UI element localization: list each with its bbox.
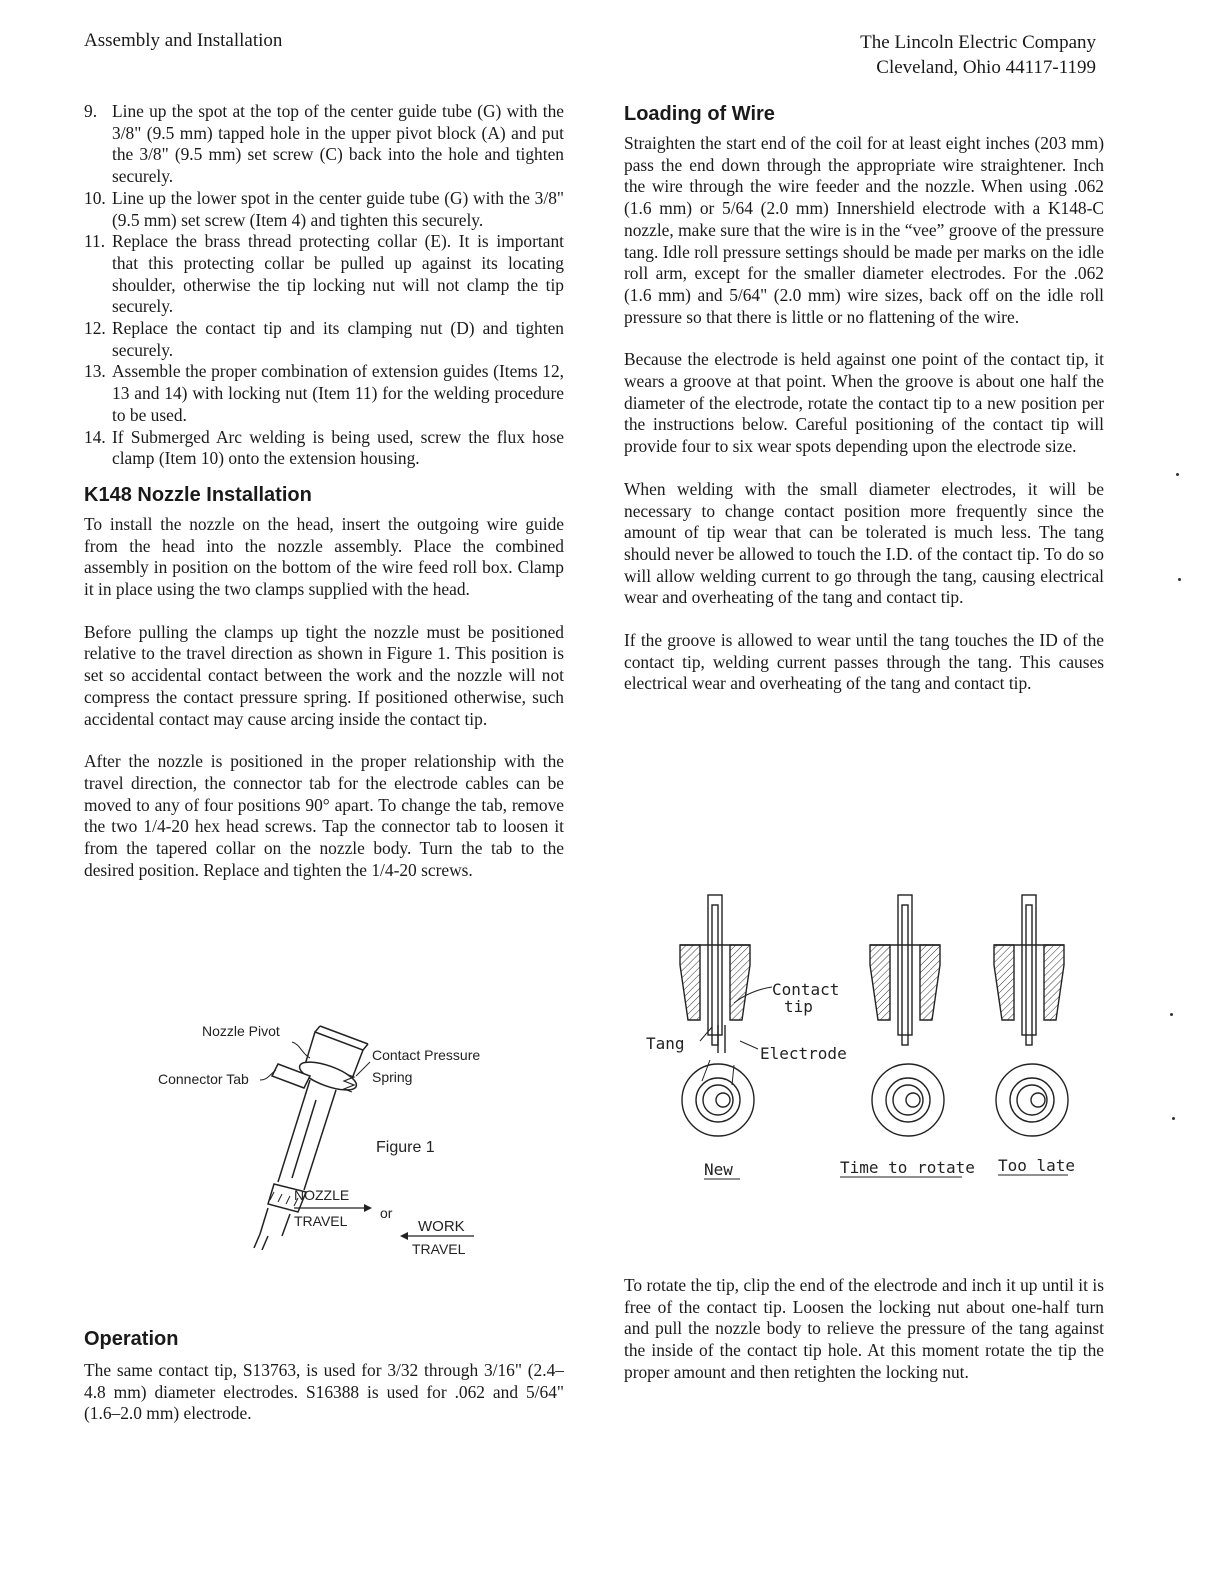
- scan-speck: [1178, 578, 1181, 581]
- step-item: [84, 318, 564, 361]
- or-label: or: [380, 1205, 393, 1221]
- step-item: [84, 188, 564, 231]
- step-number: 10.: [84, 187, 106, 208]
- step-item: [84, 231, 564, 318]
- step-text: Replace the brass thread protecting collar (E). It is important that this protecting collar be pulled up against its locating shoulder, otherwise the tip locking nut will not clamp the tip securely.: [112, 231, 564, 317]
- work-travel-label: TRAVEL: [412, 1241, 466, 1257]
- figure-1-caption: Figure 1: [376, 1139, 435, 1156]
- scan-speck: [1170, 1013, 1173, 1016]
- right-column: [624, 101, 1104, 695]
- figure-tip-wear-diagram: [640, 885, 1100, 1185]
- spring-label: Spring: [372, 1069, 413, 1085]
- step-number: 13.: [84, 361, 106, 382]
- k148-heading: K148 Nozzle Installation: [84, 483, 312, 506]
- contact-pressure-label: Contact Pressure: [372, 1047, 481, 1063]
- company-address: Cleveland, Ohio 44117-1199: [876, 57, 1096, 78]
- nozzle-pivot-label: Nozzle Pivot: [202, 1023, 280, 1039]
- tip-too-late: [994, 895, 1068, 1136]
- nozzle-label: NOZZLE: [294, 1187, 350, 1203]
- company-header: [860, 30, 1096, 80]
- loading-paragraph-1: Straighten the start end of the coil for at least eight inches (203 mm) pass the end down through the appropriate wire straightener. Inch the wire through the wire feeder and the nozzle. When using .062 (1.6 mm) or 5/64 (2.0 mm) Innershield electrode with a K148-C nozzle, make sure that the wire is in the “vee” groove of the pressure tang. Idle roll pressure settings should be made per marks on the idle roll arm, except for the smaller diameter electrodes. For the .062 (1.6 mm) and 5/64" (2.0 mm) wire sizes, back off on the idle roll pressure so that there is little or no flattening of the wire.: [624, 133, 1104, 327]
- operation-heading: Operation: [84, 1328, 179, 1350]
- tang-label: Tang: [646, 1034, 685, 1053]
- section-title: Assembly and Installation: [84, 30, 283, 51]
- rotate-instructions: To rotate the tip, clip the end of the electrode and inch it up until it is free of the contact tip. Loosen the locking nut about one-half turn and pull the nozzle body to relieve the pressure of the tang against the inside of the contact tip hole. At this moment rotate the tip the proper amount and then retighten the locking nut.: [624, 1275, 1104, 1382]
- figure-1-nozzle-diagram: [150, 1012, 510, 1262]
- step-text: Replace the contact tip and its clamping nut (D) and tighten securely.: [112, 318, 564, 360]
- loading-heading: Loading of Wire: [624, 103, 775, 125]
- k148-paragraph-3: After the nozzle is positioned in the proper relationship with the travel direction, the connector tab for the electrode cables can be moved to any of four positions 90° apart. To change the tab, remove the two 1/4-20 hex head screws. Tap the connector tab to loosen it from the tapered collar on the nozzle body. Turn the tab to the desired position. Replace and tighten the 1/4-20 screws.: [84, 751, 564, 880]
- step-text: Assemble the proper combination of extension guides (Items 12, 13 and 14) with locking nut (Item 11) for the welding procedure to be used.: [112, 361, 564, 425]
- step-item: [84, 361, 564, 426]
- step-number: 14.: [84, 426, 106, 447]
- k148-paragraph-1: To install the nozzle on the head, insert the outgoing wire guide from the head into the nozzle assembly. Place the combined assembly in position on the bottom of the wire feed roll box. Clamp it in place using the two clamps supplied with the head.: [84, 513, 564, 600]
- scan-speck: [1176, 473, 1179, 476]
- operation-text: The same contact tip, S13763, is used for 3/32 through 3/16" (2.4–4.8 mm) diameter electrodes. S16388 is used for .062 and 5/64" (1.6–2.0 mm) electrode.: [84, 1360, 564, 1424]
- nozzle-travel-arrowhead: [364, 1204, 372, 1212]
- tip-new: [680, 895, 754, 1136]
- company-name: The Lincoln Electric Company: [860, 32, 1096, 53]
- step-item: [84, 427, 564, 470]
- connector-tab-label: Connector Tab: [158, 1071, 249, 1087]
- tip-time-to-rotate: [870, 895, 944, 1136]
- step-text: Line up the spot at the top of the center guide tube (G) with the 3/8" (9.5 mm) tapped hole in the upper pivot block (A) and put the 3/8" (9.5 mm) set screw (C) back into the hole and tighten securely.: [112, 101, 564, 187]
- scan-speck: [1172, 1117, 1175, 1120]
- nozzle-travel-label: TRAVEL: [294, 1213, 348, 1229]
- k148-paragraph-2: Before pulling the clamps up tight the nozzle must be positioned relative to the travel direction as shown in Figure 1. This position is set so accidental contact between the work and the nozzle will not compress the contact pressure spring. If positioned otherwise, such accidental contact may cause arcing inside the contact tip.: [84, 621, 564, 729]
- step-item: [84, 101, 564, 188]
- loading-paragraph-3: When welding with the small diameter electrodes, it will be necessary to change contact position more frequently since the amount of tip wear that can be tolerated is much less. The tang should never be allowed to touch the I.D. of the contact tip. To do so will allow welding current to go through the tang, causing electrical wear and overheating of the tang and contact tip.: [624, 478, 1104, 608]
- loading-paragraph-4: If the groove is allowed to wear until the tang touches the ID of the contact tip, welding current passes through the tang. This causes electrical wear and overheating of the tang and contact tip.: [624, 630, 1104, 694]
- loading-paragraph-2: Because the electrode is held against one point of the contact tip, it wears a groove at that point. When the groove is about one half the diameter of the electrode, rotate the contact tip to a new position per the instructions below. Careful positioning of the contact tip will provide four to six wear spots depending upon the electrode size.: [624, 349, 1104, 457]
- left-column: [84, 101, 564, 882]
- operation-section: [84, 1326, 564, 1425]
- step-number: 12.: [84, 318, 106, 339]
- too-late-label: Too late: [998, 1156, 1076, 1175]
- assembly-steps: [84, 101, 564, 470]
- new-label: New: [704, 1160, 733, 1179]
- step-text: If Submerged Arc welding is being used, screw the flux hose clamp (Item 10) onto the extension housing.: [112, 426, 564, 469]
- step-text: Line up the lower spot in the center guide tube (G) with the 3/8" (9.5 mm) set screw (Item 4) and tighten this securely.: [112, 187, 564, 230]
- time-to-rotate-label: Time to rotate: [840, 1158, 975, 1177]
- electrode-label: Electrode: [760, 1044, 847, 1063]
- tip-label: tip: [784, 997, 813, 1016]
- step-number: 11.: [84, 231, 106, 252]
- work-label: WORK: [418, 1218, 465, 1235]
- step-number: 9.: [84, 101, 98, 121]
- contact-label: Contact: [772, 980, 840, 999]
- work-travel-arrowhead: [400, 1232, 408, 1240]
